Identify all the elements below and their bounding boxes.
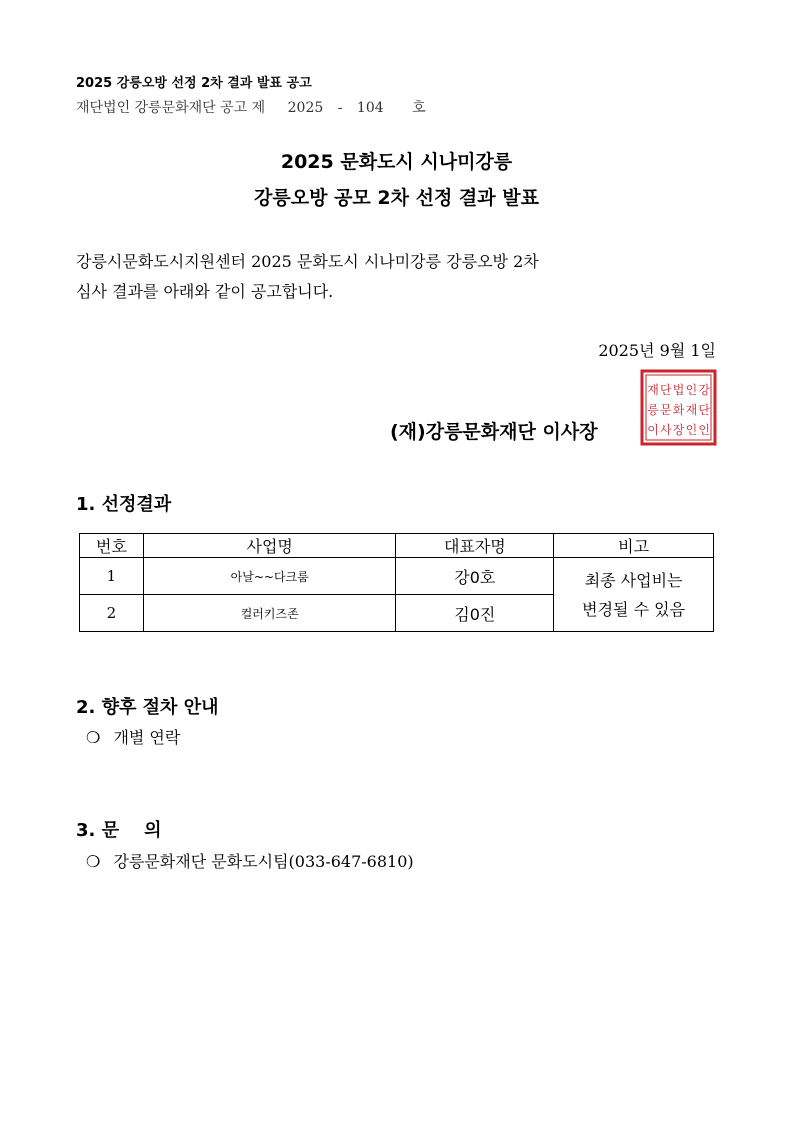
official-seal-icon bbox=[640, 369, 717, 446]
row-note bbox=[554, 558, 714, 632]
notice-suffix: 호 bbox=[412, 100, 426, 116]
section-3-item bbox=[86, 849, 414, 872]
seal-glyph: 장 bbox=[672, 423, 685, 437]
note-line2: 변경될 수 있음 bbox=[582, 599, 686, 619]
notice-date: 2025년 9월 1일 bbox=[598, 341, 716, 360]
section-3-heading: 3. 문 의 bbox=[76, 820, 162, 841]
bullet-circle-icon: ❍ bbox=[86, 728, 101, 747]
notice-year: 2025 bbox=[287, 100, 324, 116]
row-rep: 강0호 bbox=[396, 558, 554, 595]
seal-glyph: 법 bbox=[672, 383, 685, 397]
table-row bbox=[80, 558, 714, 595]
intro-line2: 심사 결과를 아래와 같이 공고합니다. bbox=[76, 282, 334, 301]
row-project: 아날~~다크룸 bbox=[143, 558, 396, 595]
section-1-heading: 1. 선정결과 bbox=[76, 494, 172, 515]
row-no: 1 bbox=[80, 558, 144, 595]
seal-glyph: 재 bbox=[685, 403, 698, 417]
notice-dash: - bbox=[337, 100, 343, 116]
notice-number bbox=[76, 97, 426, 117]
seal-glyph: 단 bbox=[660, 383, 672, 397]
table-header-row bbox=[80, 534, 714, 558]
notice-no: 104 bbox=[356, 100, 384, 116]
page-title-line1: 2025 문화도시 시나미강릉 bbox=[280, 151, 513, 173]
section-2-heading: 2. 향후 절차 안내 bbox=[76, 697, 219, 718]
seal-glyph: 인 bbox=[685, 423, 698, 437]
seal-glyph: 인 bbox=[685, 383, 698, 397]
section-3-item-text: 강릉문화재단 문화도시팀(033-647-6810) bbox=[113, 852, 414, 871]
col-header-project: 사업명 bbox=[143, 534, 396, 558]
seal-glyph: 화 bbox=[672, 403, 685, 417]
seal-glyph: 사 bbox=[660, 423, 672, 437]
row-rep: 김0진 bbox=[396, 595, 554, 632]
page-title-line2: 강릉오방 공모 2차 선정 결과 발표 bbox=[254, 187, 539, 209]
seal-glyph: 이 bbox=[647, 423, 659, 437]
section-2-item bbox=[86, 725, 180, 748]
seal-glyph: 인 bbox=[698, 423, 710, 437]
issuer-name: (재)강릉문화재단 이사장 bbox=[390, 421, 598, 443]
note-line1: 최종 사업비는 bbox=[584, 570, 683, 590]
row-project: 컬러키즈존 bbox=[143, 595, 396, 632]
notice-prefix: 재단법인 강릉문화재단 공고 제 bbox=[76, 100, 266, 116]
col-header-rep: 대표자명 bbox=[396, 534, 554, 558]
seal-glyph: 강 bbox=[698, 383, 710, 397]
row-no: 2 bbox=[80, 595, 144, 632]
seal-glyph: 문 bbox=[660, 403, 672, 417]
bullet-circle-icon: ❍ bbox=[86, 852, 101, 871]
col-header-no: 번호 bbox=[80, 534, 144, 558]
intro-line1: 강릉시문화도시지원센터 2025 문화도시 시나미강릉 강릉오방 2차 bbox=[76, 252, 539, 271]
col-header-note: 비고 bbox=[554, 534, 714, 558]
seal-glyph: 릉 bbox=[647, 403, 659, 417]
result-table bbox=[79, 533, 714, 632]
seal-glyph: 단 bbox=[698, 403, 710, 417]
section-2-item-text: 개별 연락 bbox=[113, 728, 181, 747]
seal-glyph: 재 bbox=[647, 383, 659, 397]
notice-heading: 2025 강릉오방 선정 2차 결과 발표 공고 bbox=[76, 76, 312, 91]
